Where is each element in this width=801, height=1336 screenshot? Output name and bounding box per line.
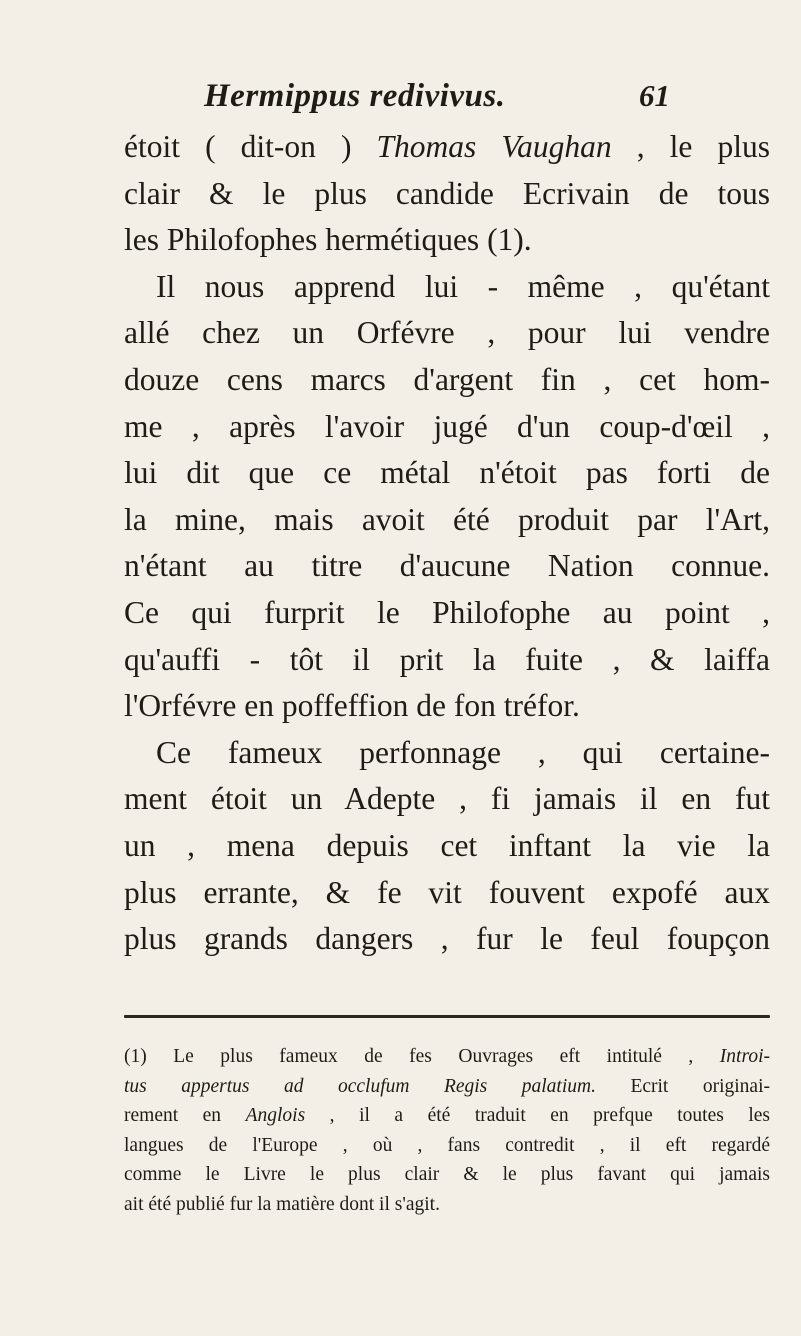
text-line: n'étant au titre d'aucune Nation connue. <box>124 548 770 584</box>
text-line: Ce fameux perfonnage , qui certaine- <box>156 734 770 770</box>
text-line: plus errante, & fe vit fouvent expofé aux <box>124 874 770 910</box>
text-line: les Philofophes hermétiques (1). <box>124 222 532 258</box>
page-number: 61 <box>639 78 670 113</box>
text-line: plus grands dangers , fur le feul foupçon <box>124 921 770 957</box>
text-line: ment étoit un Adepte , fi jamais il en fut <box>124 781 770 817</box>
text-line: Il nous apprend lui - même , qu'étant <box>156 268 770 304</box>
text-line: l'Orfévre en poffeffion de fon tréfor. <box>124 688 580 724</box>
footnote-line: (1) Le plus fameux de fes Ouvrages eft intitulé , Introi- <box>124 1046 770 1067</box>
text-line: la mine, mais avoit été produit par l'Art, <box>124 501 770 537</box>
text-line: lui dit que ce métal n'étoit pas forti de <box>124 455 770 491</box>
running-title: Hermippus redivivus. <box>204 78 506 114</box>
text-line: allé chez un Orfévre , pour lui vendre <box>124 315 770 351</box>
footnote-line: langues de l'Europe , où , fans contredit , il eft regardé <box>124 1134 770 1156</box>
footnote-line: comme le Livre le plus clair & le plus favant qui jamais <box>124 1164 770 1186</box>
footnote-line: ait été publié fur la matière dont il s'agit. <box>124 1193 440 1215</box>
text-line: Ce qui furprit le Philofophe au point , <box>124 594 770 630</box>
text-line: étoit ( dit-on ) Thomas Vaughan , le plus <box>124 129 770 164</box>
footnote-line: rement en Anglois , il a été traduit en prefque toutes les <box>124 1105 770 1127</box>
footnote-line: tus appertus ad occlufum Regis palatium. Ecrit originai- <box>124 1075 770 1097</box>
text-line: clair & le plus candide Ecrivain de tous <box>124 175 770 211</box>
text-line: qu'auffi - tôt il prit la fuite , & laiffa <box>124 641 770 677</box>
footnote <box>124 1042 770 1220</box>
text-line: un , mena depuis cet inftant la vie la <box>124 827 770 863</box>
text-line: me , après l'avoir jugé d'un coup-d'œil , <box>124 408 770 444</box>
text-line: douze cens marcs d'argent fin , cet hom- <box>124 361 770 397</box>
running-head <box>200 78 670 128</box>
footnote-rule <box>124 1015 770 1018</box>
main-text <box>124 124 770 963</box>
